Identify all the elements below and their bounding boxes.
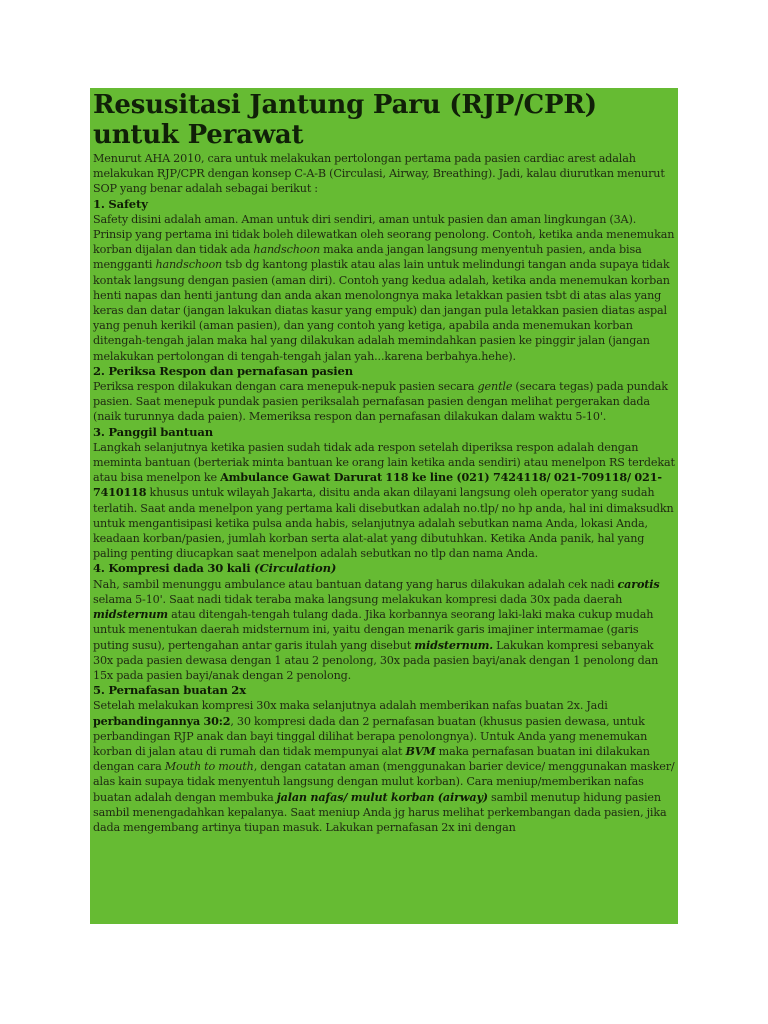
paragraph bbox=[93, 698, 675, 835]
text-run: Safety disini adalah aman. Aman untuk diri sendiri, aman untuk pasien dan aman lingkungan (3A). Prinsip yang pertama ini tidak boleh dilewatkan oleh seorang penolong. Contoh, ketika anda menemukan korban dijalan dan tidak ada bbox=[93, 212, 675, 257]
text-run: Nah, sambil menunggu ambulance atau bantuan datang yang harus dilakukan adalah cek nadi bbox=[93, 577, 618, 591]
text-run: Periksa respon dilakukan dengan cara menepuk-nepuk pasien secara bbox=[93, 380, 478, 394]
text-run: 1. Safety bbox=[93, 196, 148, 211]
text-run: 5. Pernafasan buatan 2x bbox=[93, 683, 246, 698]
text-run: sambil menutup hidung pasien sambil menengadahkan kepalanya. Saat meniup Anda jg harus melihat perkembangan dada pasien, jika dada mengembang artinya tiupan masuk. Lakukan pernafasan 2x ini dengan bbox=[93, 790, 667, 834]
paragraph bbox=[93, 577, 675, 683]
emphasis-text: Mouth to mouth bbox=[164, 760, 254, 774]
document-title: Resusitasi Jantung Paru (RJP/CPR) untuk Perawat bbox=[93, 90, 597, 150]
emphasis-text: carotis bbox=[617, 576, 660, 591]
emphasis-text: (Circulation) bbox=[254, 561, 337, 576]
section-heading bbox=[93, 197, 675, 212]
emphasis-text: handschoon bbox=[155, 258, 223, 272]
emphasis-text: handschoon bbox=[253, 243, 321, 257]
emphasis-text: midsternum. bbox=[414, 637, 494, 652]
paragraph bbox=[93, 212, 675, 364]
text-run: tsb dg kantong plastik atau alas lain untuk melindungi tangan anda supaya tidak kontak langsung dengan pasien (aman diri). Contoh yang kedua adalah, ketika anda menemukan korban henti napas dan henti jantung dan anda akan menolongnya maka letakkan pasien tsbt di atas alas yang keras dan datar (jangan lakukan diatas kasur yang empuk) dan jangan pula letakkan pasien diatas aspal yang penuh kerikil (aman pasien), dan yang contoh yang ketiga, apabila anda menemukan korban ditengah-tengah jalan maka hal yang dilakukan adalah memindahkan pasien ke pinggir jalan (jangan melakukan pertolongan di tengah-tengah jalan yah...karena berbahya.hehe). bbox=[93, 258, 670, 363]
text-run: Lakukan kompresi sebanyak 30x pada pasien dewasa dengan 1 atau 2 penolong, 30x pada pasien bayi/anak dengan 1 penolong dan 15x pada pasien bayi/anak dengan 2 penolong. bbox=[93, 638, 659, 682]
emphasis-text: Ambulance Gawat Darurat 118 ke line (021) 7424118/ 021-709118/ 021-7410118 bbox=[93, 470, 662, 500]
emphasis-text: jalan nafas/ mulut korban (airway) bbox=[276, 789, 488, 804]
text-run: 4. Kompresi dada 30 kali bbox=[93, 561, 255, 576]
section-heading bbox=[93, 364, 675, 379]
text-run: maka pernafasan buatan ini dilakukan dengan cara bbox=[93, 744, 650, 774]
text-run: Langkah selanjutnya ketika pasien sudah tidak ada respon setelah diperiksa respon adalah dengan meminta bantuan (berteriak minta bantuan ke orang lain ketika anda sendiri) atau menelpon RS terdekat atau bisa menelpon ke bbox=[93, 440, 675, 485]
emphasis-text: gentle bbox=[477, 380, 513, 394]
section-heading bbox=[93, 683, 675, 698]
text-run: (secara tegas) pada pundak pasien. Saat menepuk pundak pasien periksalah pernafasan pasien dengan melihat pergerakan dada (naik turunnya dada paien). Memeriksa respon dan pernafasan dilakukan dalam waktu 5-10'. bbox=[93, 380, 668, 424]
section-heading bbox=[93, 425, 675, 440]
paragraph bbox=[93, 151, 675, 197]
text-run: , 30 kompresi dada dan 2 pernafasan buatan (khusus pasien dewasa, untuk perbandingan RJP anak dan bayi tinggal dilihat berapa penolongnya). Untuk Anda yang menemukan korban di jalan atau di rumah dan tidak mempunyai alat bbox=[93, 714, 648, 758]
text-run: 2. Periksa Respon dan pernafasan pasien bbox=[93, 363, 354, 378]
text-run: 3. Panggil bantuan bbox=[93, 424, 214, 439]
emphasis-text: BVM bbox=[405, 743, 436, 758]
document-page bbox=[90, 88, 678, 924]
text-run: maka anda jangan langsung menyentuh pasien, anda bisa mengganti bbox=[93, 243, 642, 272]
section-heading bbox=[93, 561, 675, 576]
emphasis-text: perbandingannya 30:2 bbox=[93, 713, 231, 728]
emphasis-text: midsternum bbox=[93, 607, 168, 622]
text-run: khusus untuk wilayah Jakarta, disitu anda akan dilayani langsung oleh operator yang sudah terlatih. Saat anda menelpon yang pertama kali disebutkan adalah no.tlp/ no hp anda, hal ini dimaksudkn untuk mengantisipasi ketika pulsa anda habis, selanjutnya adalah sebutkan nama Anda, lokasi Anda, keadaan korban/pasien, jumlah korban serta alat-alat yang dibutuhkan. Ketika Anda panik, hal yang paling penting diucapkan saat menelpon adalah sebutkan no tlp dan nama Anda. bbox=[93, 486, 674, 561]
text-run: Menurut AHA 2010, cara untuk melakukan pertolongan pertama pada pasien cardiac arest adalah melakukan RJP/CPR dengan konsep C-A-B (Circulasi, Airway, Breathing). Jadi, kalau diurutkan menurut SOP yang benar adalah sebagai berikut : bbox=[93, 152, 665, 196]
text-run: , dengan catatan aman (menggunakan barier device/ menggunakan masker/ alas kain supaya tidak menyentuh langsung dengan mulut korban). Cara meniup/memberikan nafas buatan adalah dengan membuka bbox=[93, 760, 675, 804]
document-body bbox=[93, 151, 675, 835]
paragraph bbox=[93, 379, 675, 425]
text-run: atau ditengah-tengah tulang dada. Jika korbannya seorang laki-laki maka cukup mudah untuk menentukan daerah midsternum ini, yaitu dengan menarik garis imajiner intermamae (garis puting susu), pertengahan antar garis itulah yang disebut bbox=[93, 608, 654, 652]
text-run: Setelah melakukan kompresi 30x maka selanjutnya adalah memberikan nafas buatan 2x. Jadi bbox=[93, 699, 608, 713]
text-run: selama 5-10'. Saat nadi tidak teraba maka langsung melakukan kompresi dada 30x pada daerah bbox=[93, 592, 623, 606]
paragraph bbox=[93, 440, 675, 562]
